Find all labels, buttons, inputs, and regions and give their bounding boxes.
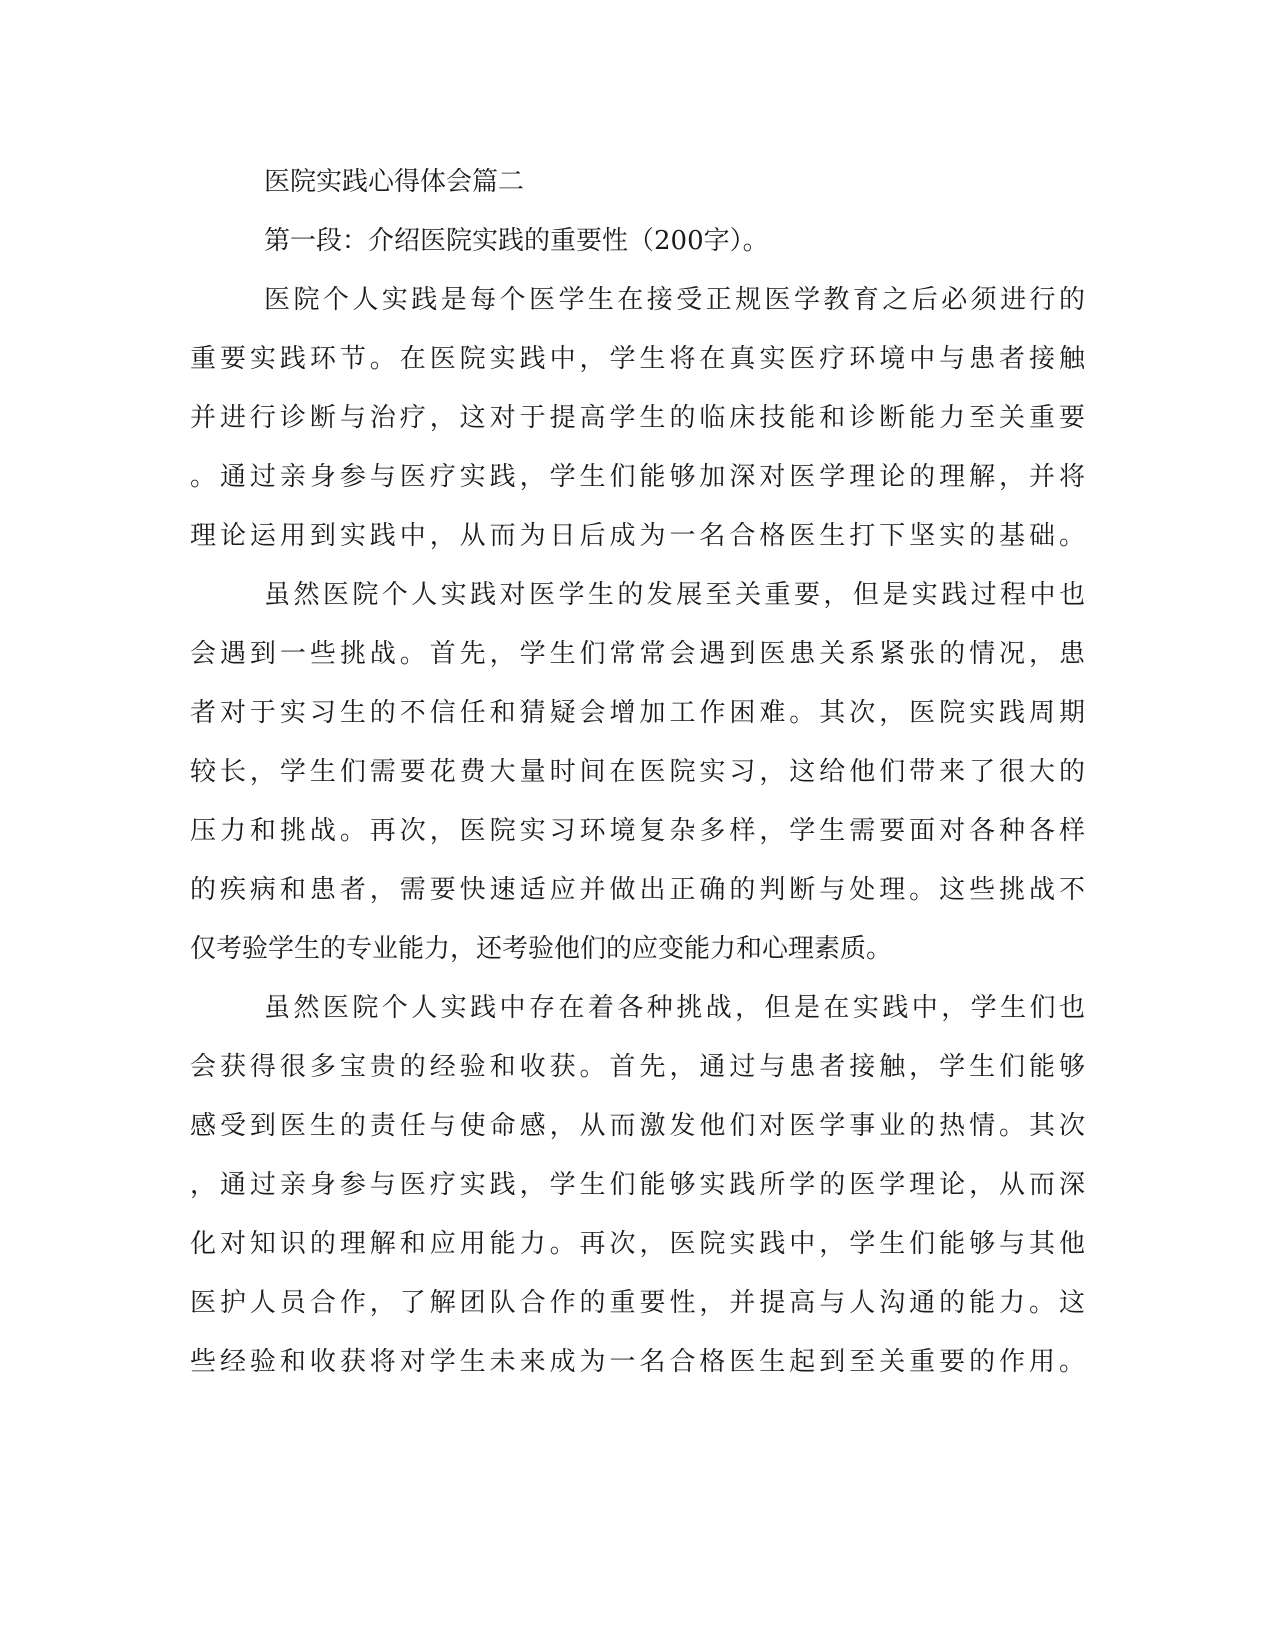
paragraph-2-line-1: 虽然医院个人实践对医学生的发展至关重要，但是实践过程中也 (264, 580, 1085, 610)
paragraph-1-line-5: 理论运用到实践中，从而为日后成为一名合格医生打下坚实的基础。 (190, 521, 1085, 551)
paragraph-1-line-2: 重要实践环节。在医院实践中，学生将在真实医疗环境中与患者接触 (190, 344, 1085, 374)
paragraph-3-line-5: 化对知识的理解和应用能力。再次，医院实践中，学生们能够与其他 (190, 1229, 1085, 1259)
paragraph-2-line-7: 仅考验学生的专业能力，还考验他们的应变能力和心理素质。 (190, 934, 893, 964)
paragraph-3-line-2: 会获得很多宝贵的经验和收获。首先，通过与患者接触，学生们能够 (190, 1052, 1085, 1082)
paragraph-2-line-6: 的疾病和患者，需要快速适应并做出正确的判断与处理。这些挑战不 (190, 875, 1085, 905)
section-heading: 第一段：介绍医院实践的重要性（200字）。 (264, 226, 769, 256)
paragraph-1-line-4: 。通过亲身参与医疗实践，学生们能够加深对医学理论的理解，并将 (190, 462, 1085, 492)
paragraph-3-line-3: 感受到医生的责任与使命感，从而激发他们对医学事业的热情。其次 (190, 1111, 1085, 1141)
paragraph-1-line-1: 医院个人实践是每个医学生在接受正规医学教育之后必须进行的 (264, 285, 1085, 315)
paragraph-1-line-3: 并进行诊断与治疗，这对于提高学生的临床技能和诊断能力至关重要 (190, 403, 1085, 433)
document-title: 医院实践心得体会篇二 (264, 167, 525, 197)
paragraph-2-line-5: 压力和挑战。再次，医院实习环境复杂多样，学生需要面对各种各样 (190, 816, 1085, 846)
paragraph-3-line-6: 医护人员合作，了解团队合作的重要性，并提高与人沟通的能力。这 (190, 1288, 1085, 1318)
paragraph-2-line-3: 者对于实习生的不信任和猜疑会增加工作困难。其次，医院实践周期 (190, 698, 1085, 728)
paragraph-2-line-2: 会遇到一些挑战。首先，学生们常常会遇到医患关系紧张的情况，患 (190, 639, 1085, 669)
paragraph-3-line-7: 些经验和收获将对学生未来成为一名合格医生起到至关重要的作用。 (190, 1347, 1085, 1377)
paragraph-2-line-4: 较长，学生们需要花费大量时间在医院实习，这给他们带来了很大的 (190, 757, 1085, 787)
paragraph-3-line-1: 虽然医院个人实践中存在着各种挑战，但是在实践中，学生们也 (264, 993, 1085, 1023)
paragraph-3-line-4: ，通过亲身参与医疗实践，学生们能够实践所学的医学理论，从而深 (190, 1170, 1085, 1200)
